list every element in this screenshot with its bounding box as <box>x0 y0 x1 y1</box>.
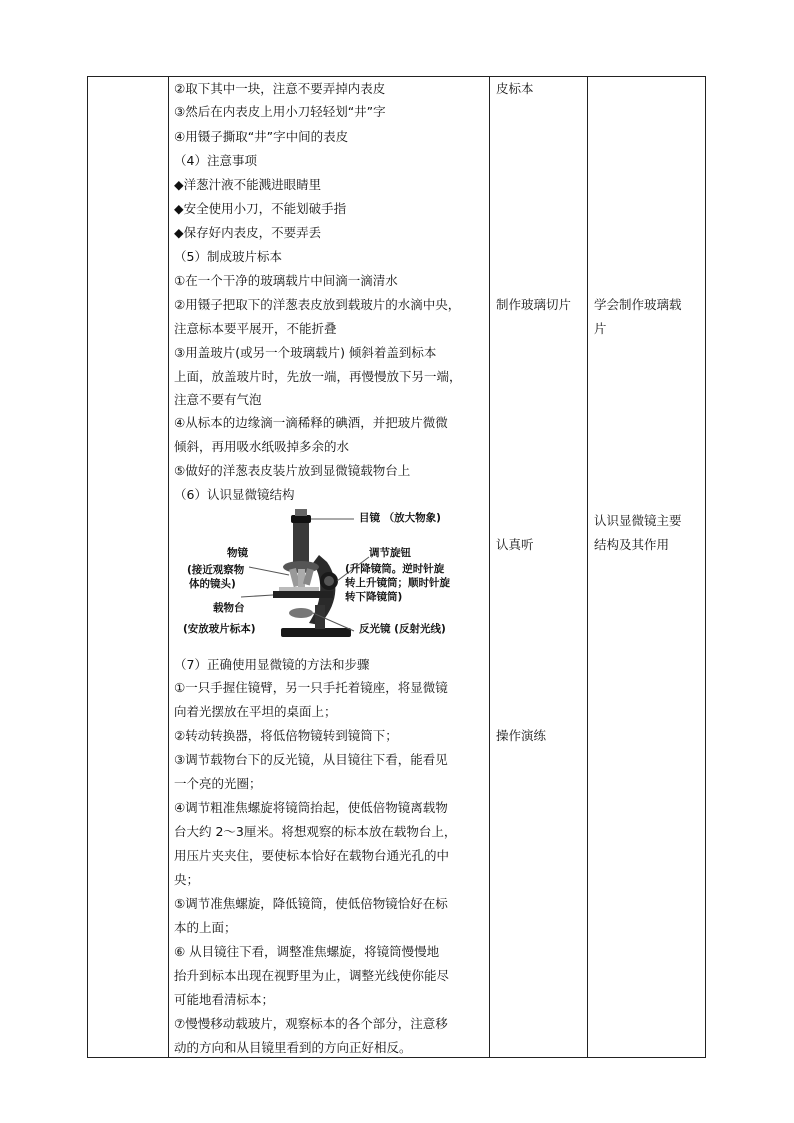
section-heading: （4）注意事项 <box>174 153 257 168</box>
intent-text: 片 <box>594 321 607 336</box>
label-objective-desc: 体的镜头) <box>189 578 236 590</box>
label-stage: 载物台 <box>213 602 245 614</box>
label-knob-desc: 转下降镜筒) <box>345 591 403 603</box>
text-line: ◆洋葱汁液不能溅进眼睛里 <box>174 177 322 192</box>
section-heading: （5）制成玻片标本 <box>174 249 282 264</box>
text-line: 注意标本要平展开，不能折叠 <box>174 321 337 336</box>
text-line: 央； <box>174 872 200 887</box>
text-line: 用压片夹夹住，要使标本恰好在载物台通光孔的中 <box>174 848 450 863</box>
text-line: ③然后在内表皮上用小刀轻轻划“井”字 <box>174 104 386 119</box>
label-objective: 物镜 <box>227 547 248 559</box>
microscope-diagram <box>169 507 489 647</box>
text-line: 本的上面； <box>174 920 237 935</box>
text-line: ⑥ 从目镜往下看，调整准焦螺旋，将镜筒慢慢地 <box>174 944 440 959</box>
text-line: ③用盖玻片(或另一个玻璃载片) 倾斜着盖到标本 <box>174 345 437 360</box>
text-line: 台大约 2～3厘米。将想观察的标本放在载物台上， <box>174 824 457 839</box>
text-line: 注意不要有气泡 <box>174 392 262 407</box>
label-knob-desc: 转上升镜筒；顺时针旋 <box>345 577 450 589</box>
text-line: ④从标本的边缘滴一滴稀释的碘酒，并把玻片微微 <box>174 415 448 430</box>
text-line: 倾斜，再用吸水纸吸掉多余的水 <box>174 439 350 454</box>
text-line: 抬升到标本出现在视野里为止，调整光线使你能尽 <box>174 968 450 983</box>
text-line: ③调节载物台下的反光镜，从目镜往下看，能看见 <box>174 752 448 767</box>
text-line: ②用镊子把取下的洋葱表皮放到载玻片的水滴中央， <box>174 297 461 312</box>
text-line: 可能地看清标本； <box>174 992 275 1007</box>
label-stage-desc: (安放玻片标本) <box>183 623 256 635</box>
text-line: ⑦慢慢移动载玻片，观察标本的各个部分，注意移 <box>174 1016 448 1031</box>
text-line: ①在一个干净的玻璃载片中间滴一滴清水 <box>174 273 398 288</box>
activity-text: 皮标本 <box>496 81 534 96</box>
text-line: 向着光摆放在平坦的桌面上； <box>174 704 337 719</box>
section-heading: （6）认识显微镜结构 <box>174 487 295 502</box>
intent-text: 结构及其作用 <box>594 537 670 552</box>
lesson-table <box>87 76 706 1058</box>
intent-text: 认识显微镜主要 <box>594 513 682 528</box>
text-line: ◆保存好内表皮，不要弄丢 <box>174 225 322 240</box>
section-heading: （7）正确使用显微镜的方法和步骤 <box>174 657 370 672</box>
intent-text: 学会制作玻璃载 <box>594 297 682 312</box>
activity-text: 制作玻璃切片 <box>496 297 572 312</box>
text-line: ⑤调节准焦螺旋，降低镜筒，使低倍物镜恰好在标 <box>174 896 448 911</box>
text-line: ②转动转换器，将低倍物镜转到镜筒下； <box>174 728 398 743</box>
label-knob-desc: (升降镜筒。逆时针旋 <box>345 563 445 575</box>
column-divider <box>587 77 588 1057</box>
text-line: 一个亮的光圈； <box>174 776 262 791</box>
text-line: ①一只手握住镜臂，另一只手托着镜座，将显微镜 <box>174 680 448 695</box>
text-line: ⑤做好的洋葱表皮装片放到显微镜载物台上 <box>174 463 411 478</box>
label-knob: 调节旋钮 <box>369 547 411 559</box>
text-line: ②取下其中一块，注意不要弄掉内表皮 <box>174 81 386 96</box>
activity-text: 认真听 <box>496 537 534 552</box>
text-line: ④用镊子撕取“井”字中间的表皮 <box>174 129 349 144</box>
activity-text: 操作演练 <box>496 728 547 743</box>
column-divider <box>489 77 490 1057</box>
label-eyepiece: 目镜 （放大物象) <box>359 512 441 524</box>
text-line: 上面，放盖玻片时，先放一端，再慢慢放下另一端， <box>174 369 462 384</box>
text-line: ◆安全使用小刀，不能划破手指 <box>174 201 347 216</box>
text-line: 动的方向和从目镜里看到的方向正好相反。 <box>174 1040 412 1055</box>
text-line: ④调节粗准焦螺旋将镜筒抬起，使低倍物镜离载物 <box>174 800 448 815</box>
label-mirror: 反光镜 (反射光线) <box>359 623 446 635</box>
label-objective-desc: (接近观察物 <box>187 564 245 576</box>
